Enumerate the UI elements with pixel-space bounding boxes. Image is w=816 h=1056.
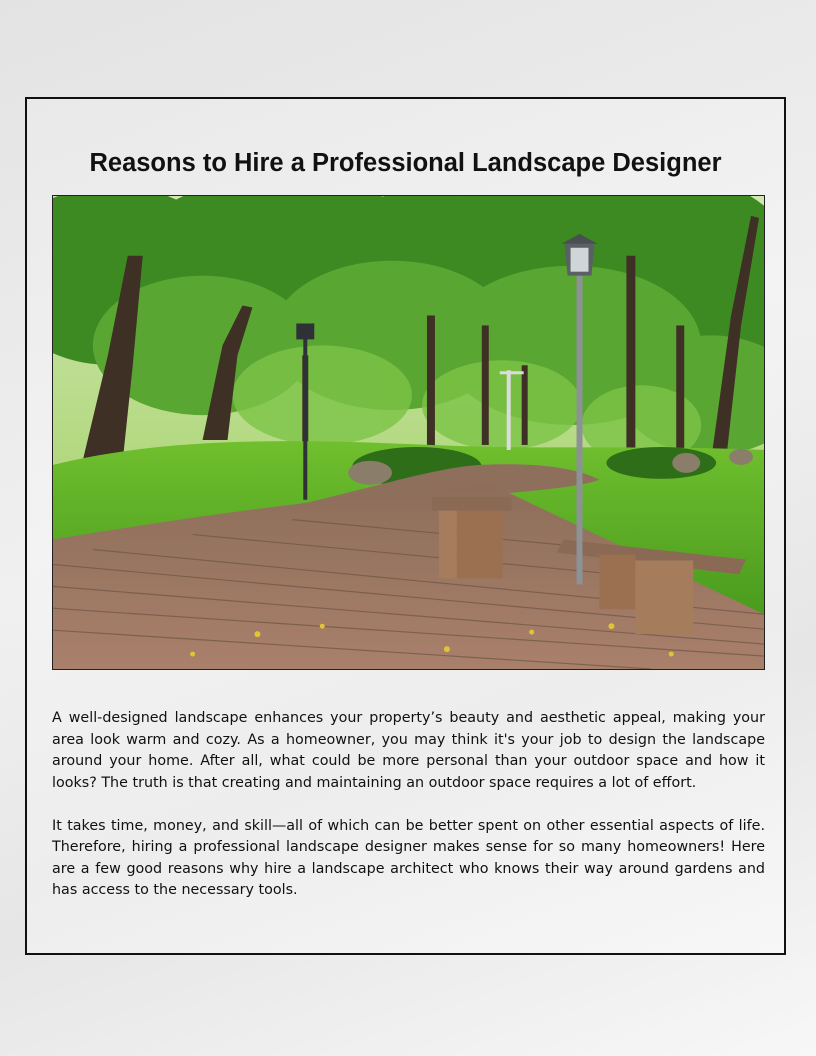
article-body <box>52 708 765 902</box>
paragraph-1: A well-designed landscape enhances your property’s beauty and aesthetic appeal, making your area look warm and cozy. As a homeowner, you may think it's your job to design the landscape around your home. After all, what could be more personal than your outdoor space and how it looks? The truth is that creating and maintaining an outdoor space requires a lot of effort. <box>52 710 765 791</box>
park-photo <box>52 195 765 670</box>
page-frame <box>25 97 786 955</box>
paragraph-2: It takes time, money, and skill—all of which can be better spent on other essential aspects of life. Therefore, hiring a professional landscape designer makes sense for so many homeowners! Here are a few good reasons why hire a landscape architect who knows their way around gardens and has access to the necessary tools. <box>52 817 765 898</box>
page-title: Reasons to Hire a Professional Landscape Designer <box>89 149 722 177</box>
